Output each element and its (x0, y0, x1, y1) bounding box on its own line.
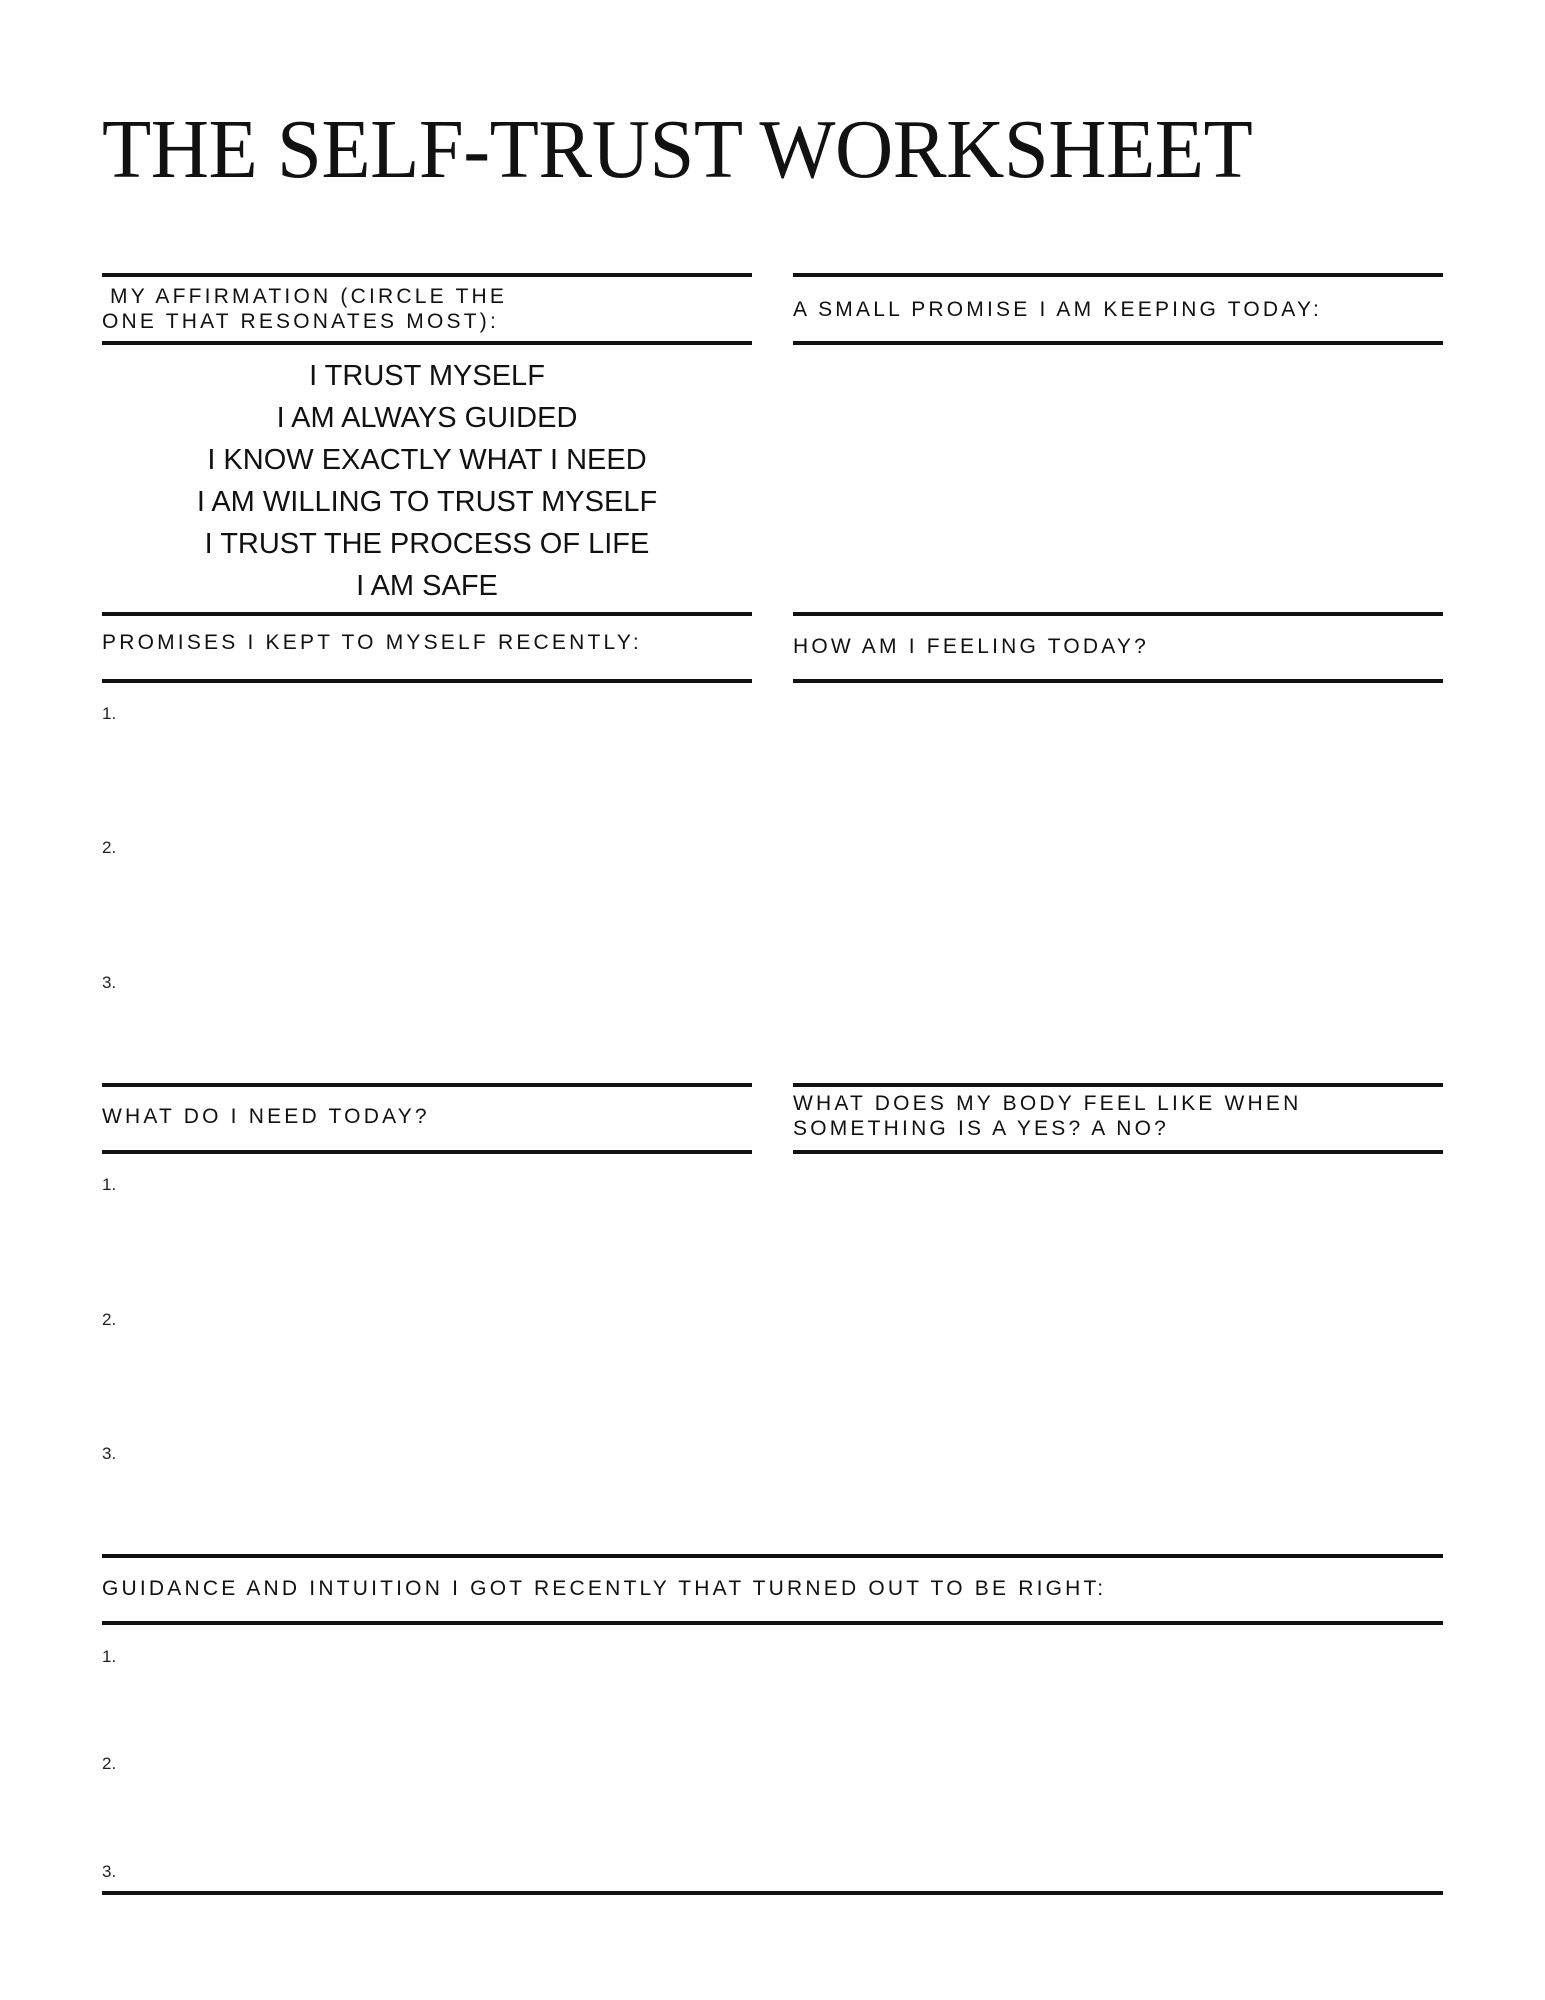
promises-kept-number-2: 2. (102, 838, 117, 857)
promises-kept-number-3: 3. (102, 973, 117, 992)
guidance-top-rule (102, 1554, 1443, 1558)
feeling-bottom-rule (793, 679, 1443, 683)
affirmation-list (102, 355, 752, 607)
feeling-label: HOW AM I FEELING TODAY? (793, 635, 1149, 658)
worksheet-title: THE SELF-TRUST WORKSHEET (102, 103, 1253, 196)
feeling-top-rule (793, 612, 1443, 616)
body-top-rule (793, 1083, 1443, 1087)
small-promise-top-rule (793, 273, 1443, 277)
affirmation-item[interactable]: I TRUST THE PROCESS OF LIFE (204, 528, 650, 560)
affirmation-label-line2: ONE THAT RESONATES MOST): (102, 310, 499, 333)
need-number-3: 3. (102, 1444, 117, 1463)
promises-kept-label: PROMISES I KEPT TO MYSELF RECENTLY: (102, 631, 642, 654)
body-bottom-rule (793, 1150, 1443, 1154)
need-top-rule (102, 1083, 752, 1087)
guidance-label: GUIDANCE AND INTUITION I GOT RECENTLY THAT TURNED OUT TO BE RIGHT: (102, 1577, 1107, 1600)
need-bottom-rule (102, 1150, 752, 1154)
affirmation-item[interactable]: I AM ALWAYS GUIDED (276, 402, 578, 434)
need-label: WHAT DO I NEED TODAY? (102, 1105, 430, 1128)
affirmation-label-line1: MY AFFIRMATION (CIRCLE THE (110, 285, 508, 308)
body-label-line2: SOMETHING IS A YES? A NO? (793, 1117, 1170, 1140)
need-number-1: 1. (102, 1175, 117, 1194)
guidance-bottom-rule (102, 1621, 1443, 1625)
affirmation-item[interactable]: I KNOW EXACTLY WHAT I NEED (207, 444, 647, 476)
affirmation-item[interactable]: I TRUST MYSELF (309, 360, 545, 392)
promises-kept-number-1: 1. (102, 704, 117, 723)
guidance-end-rule (102, 1891, 1443, 1895)
affirmation-bottom-rule (102, 341, 752, 345)
guidance-number-1: 1. (102, 1647, 117, 1666)
need-number-2: 2. (102, 1310, 117, 1329)
small-promise-label: A SMALL PROMISE I AM KEEPING TODAY: (793, 298, 1323, 321)
body-label-line1: WHAT DOES MY BODY FEEL LIKE WHEN (793, 1092, 1302, 1115)
affirmation-item[interactable]: I AM WILLING TO TRUST MYSELF (196, 486, 658, 518)
small-promise-bottom-rule (793, 341, 1443, 345)
promises-kept-top-rule (102, 612, 752, 616)
affirmation-item[interactable]: I AM SAFE (356, 570, 498, 602)
affirmation-top-rule (102, 273, 752, 277)
guidance-number-2: 2. (102, 1754, 117, 1773)
promises-kept-bottom-rule (102, 679, 752, 683)
guidance-number-3: 3. (102, 1862, 117, 1881)
